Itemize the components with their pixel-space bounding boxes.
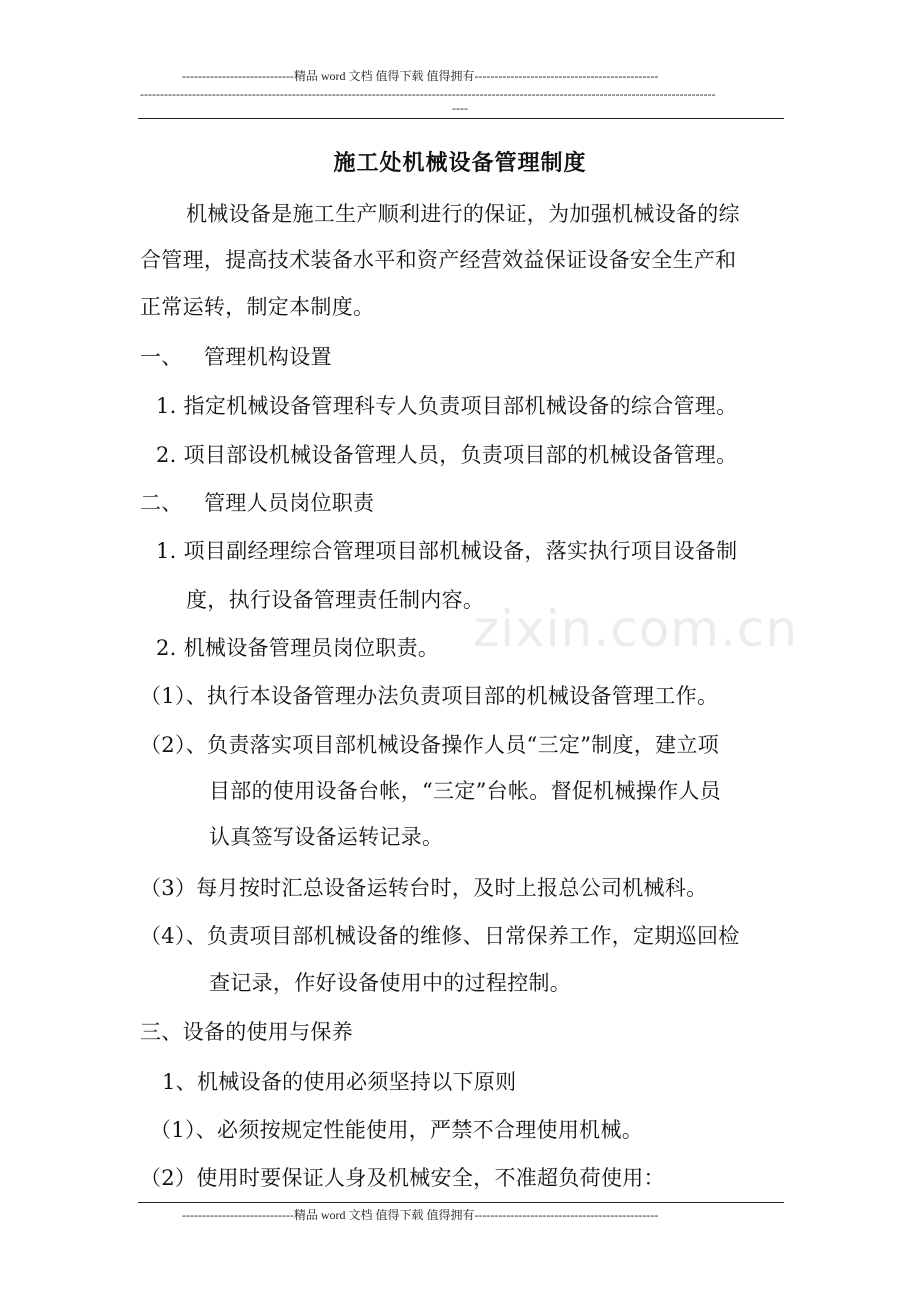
duty-4-line-2: 查记录，作好设备使用中的过程控制。 [209, 971, 572, 995]
section-1-item-2: 2. 项目部设机械设备管理人员，负责项目部的机械设备管理。 [156, 443, 738, 467]
section-1-title: 管理机构设置 [204, 345, 332, 369]
duty-4-line-1: （4）、负责项目部机械设备的维修、日常保养工作，定期巡回检 [140, 924, 740, 948]
duty-2-line-2: 目部的使用设备台帐，“三定”台帐。督促机械操作人员 [209, 779, 721, 803]
section-3-title: 三、设备的使用与保养 [140, 1020, 353, 1044]
duty-3: （3）每月按时汇总设备运转台时，及时上报总公司机械科。 [140, 876, 708, 900]
watermark: zixin.com.cn [473, 600, 799, 658]
section-3-item-1: 1、机械设备的使用必须坚持以下原则 [162, 1070, 517, 1094]
section-2-number: 二、 [140, 491, 183, 515]
header-line-3: ---- [452, 101, 468, 115]
section-2-item-1-line-2: 度，执行设备管理责任制内容。 [186, 588, 485, 612]
duty-2-line-3: 认真签写设备运转记录。 [209, 825, 444, 849]
section-1-item-1: 1. 指定机械设备管理科专人负责项目部机械设备的综合管理。 [156, 394, 738, 418]
header-line-1: ----------------------------精品 word 文档 值得下载 值得拥有---------------------------------------------- [182, 69, 659, 83]
intro-line-2: 合管理，提高技术装备水平和资产经营效益保证设备安全生产和 [140, 248, 737, 272]
usage-rule-1: （1）、必须按规定性能使用，严禁不合理使用机械。 [150, 1118, 644, 1142]
document-title: 施工处机械设备管理制度 [333, 150, 587, 176]
usage-rule-2: （2）使用时要保证人身及机械安全，不准超负荷使用： [140, 1166, 665, 1190]
header-line-2: ------------------------------------------------------------------------------------------------------------------------------------------------ [140, 87, 716, 101]
duty-1: （1）、执行本设备管理办法负责项目部的机械设备管理工作。 [140, 684, 719, 708]
intro-line-3: 正常运转，制定本制度。 [140, 295, 375, 319]
header-rule [138, 118, 784, 119]
section-2-item-2: 2. 机械设备管理员岗位职责。 [156, 636, 440, 660]
section-2-item-1-line-1: 1. 项目副经理综合管理项目部机械设备，落实执行项目设备制 [156, 539, 738, 563]
intro-line-1: 机械设备是施工生产顺利进行的保证，为加强机械设备的综 [186, 202, 740, 226]
footer-rule [138, 1202, 784, 1203]
section-1-number: 一、 [140, 345, 183, 369]
section-2-title: 管理人员岗位职责 [204, 491, 375, 515]
duty-2-line-1: （2）、负责落实项目部机械设备操作人员“三定”制度，建立项 [140, 733, 720, 757]
footer-line: ----------------------------精品 word 文档 值得下载 值得拥有---------------------------------------------- [182, 1208, 659, 1222]
